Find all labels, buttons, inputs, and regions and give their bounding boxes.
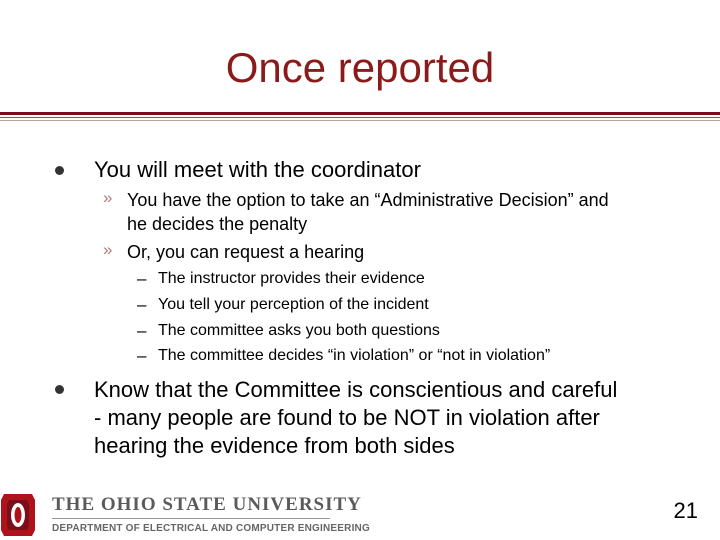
sub-marker-1: » <box>103 188 113 207</box>
detail-marker-1: – <box>137 269 147 288</box>
divider-line-mid <box>0 117 720 118</box>
detail-3: The committee asks you both questions <box>158 322 440 339</box>
osu-block-o-icon <box>0 492 36 538</box>
divider-line-thin <box>0 120 720 121</box>
bullet-dot-1 <box>55 166 64 175</box>
footer-divider <box>52 518 330 519</box>
bullet-1-text: You will meet with the coordinator <box>94 157 421 182</box>
divider-line-thick <box>0 112 720 115</box>
bullet-dot-2 <box>55 385 64 394</box>
bullet-2-line-3: hearing the evidence from both sides <box>94 433 455 458</box>
university-name: THE OHIO STATE UNIVERSITY <box>52 494 362 515</box>
sub-marker-2: » <box>103 240 113 259</box>
subitem-1-line-1: You have the option to take an “Administrative Decision” and <box>127 190 609 210</box>
slide-title: Once reported <box>225 44 495 91</box>
bullet-2-line-2: - many people are found to be NOT in violation after <box>94 405 600 430</box>
bullet-2-line-1: Know that the Committee is conscientious and careful <box>94 377 618 402</box>
department-name: DEPARTMENT OF ELECTRICAL AND COMPUTER ENGINEERING <box>52 523 370 534</box>
subitem-2: Or, you can request a hearing <box>127 242 365 262</box>
subitem-1-line-2: he decides the penalty <box>127 214 308 234</box>
detail-marker-4: – <box>137 346 147 365</box>
detail-marker-3: – <box>137 321 147 340</box>
detail-4: The committee decides “in violation” or “not in violation” <box>158 347 551 364</box>
detail-marker-2: – <box>137 295 147 314</box>
page-number: 21 <box>673 498 698 523</box>
subitem-1 <box>127 188 687 236</box>
detail-1: The instructor provides their evidence <box>158 270 425 287</box>
detail-2: You tell your perception of the incident <box>158 296 429 313</box>
